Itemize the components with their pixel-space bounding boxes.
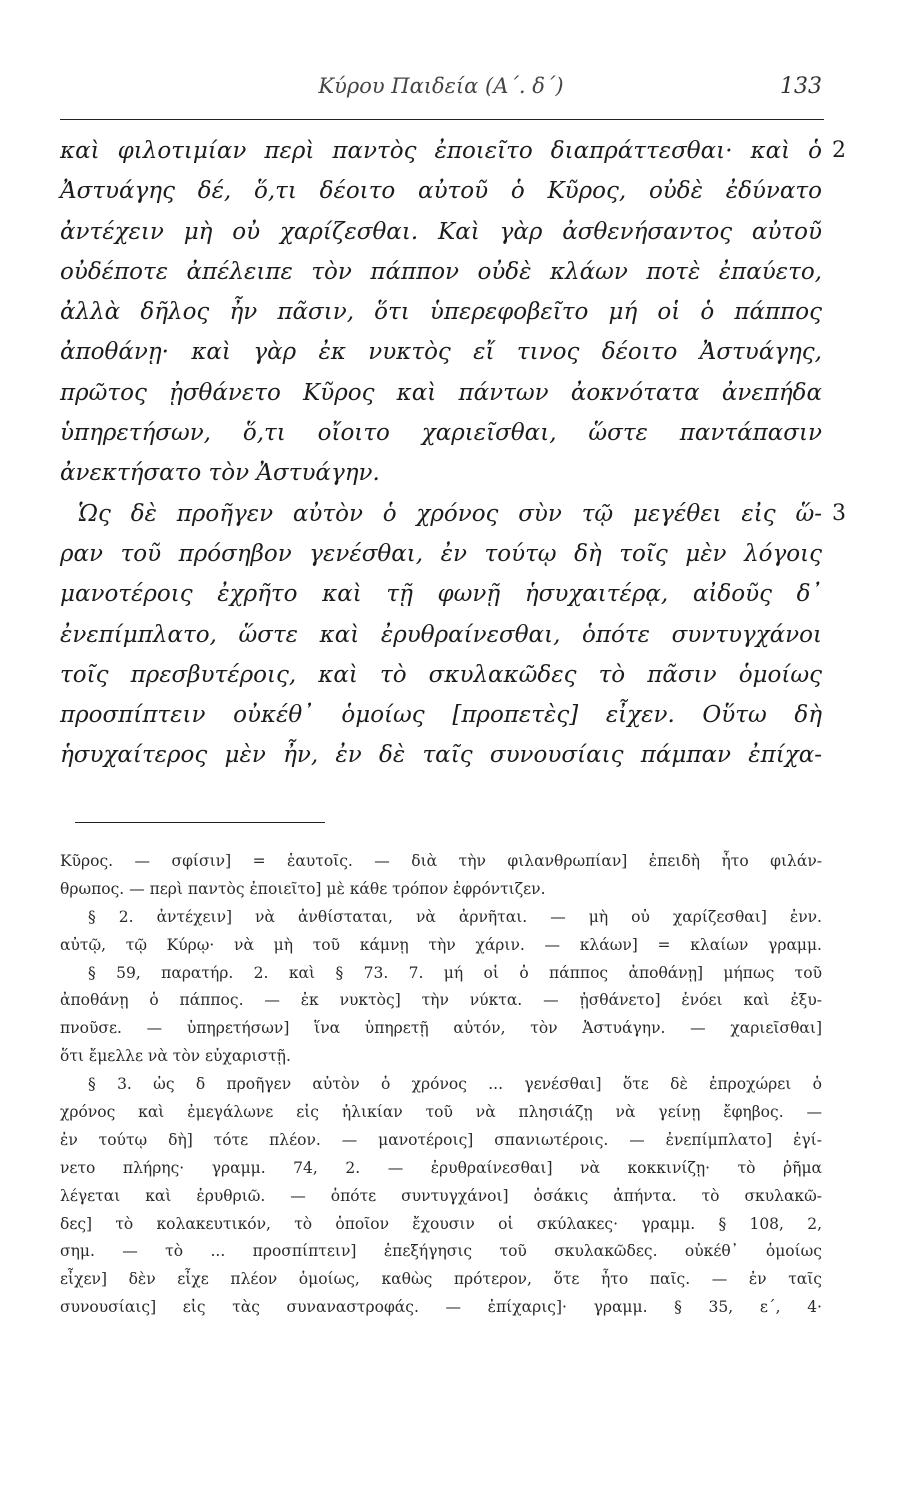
running-title: Κύρου Παιδεία (Α΄. δ΄) [318,74,564,98]
footnote-line: λέγεται καὶ ἐρυθριῶ. — ὁπότε συντυγχάνοι] ὁσάκις ἀπήντα. τὸ σκυλακῶ- [60,1186,822,1205]
footnote-line: ἀποθάνῃ ὁ πάππος. — ἐκ νυκτὸς] τὴν νύκτα. — ᾐσθάνετο] ἐνόει καὶ ἐξυ- [60,991,822,1010]
footnote-line: πνοῦσε. — ὑπηρετήσων] ἵνα ὑπηρετῇ αὐτόν, τὸν Ἀστυάγην. — χαριεῖσθαι] [60,1019,822,1038]
text-line: ἀντέχειν μὴ οὐ χαρίζεσθαι. Καὶ γὰρ ἀσθενήσαντος αὐτοῦ [60,218,822,245]
footnote-rule [75,822,325,823]
text-line: πρῶτος ᾐσθάνετο Κῦρος καὶ πάντων ἀοκνότατα ἀνεπήδα [60,379,822,406]
text-line-content: Ὡς δὲ προῆγεν αὐτὸν ὁ χρόνος σὺν τῷ μεγέθει εἰς ὥ- [78,500,822,527]
footnote-line: § 2. ἀντέχειν] νὰ ἀνθίσταται, νὰ ἀρνῆται. — μὴ οὐ χαρίζεσθαι] ἐνν. [88,907,822,926]
footnote-line: αὐτῷ, τῷ Κύρῳ· νὰ μὴ τοῦ κάμνῃ τὴν χάριν. — κλάων] = κλαίων γραμμ. [60,935,822,954]
text-line: οὐδέποτε ἀπέλειπε τὸν πάππον οὐδὲ κλάων ποτὲ ἐπαύετο, [60,258,822,285]
footnote-line: θρωπος. — περὶ παντὸς ἐποιεῖτο] μὲ κάθε τρόπον ἐφρόντιζεν. [60,879,546,898]
text-line: ἀνεκτήσατο τὸν Ἀστυάγην. [60,460,380,487]
text-line [60,131,846,171]
text-line-content: καὶ φιλοτιμίαν περὶ παντὸς ἐποιεῖτο διαπράττεσθαι· καὶ ὁ [60,138,822,164]
footnote-line: ὅτι ἔμελλε νὰ τὸν εὐχαριστῇ. [60,1047,291,1066]
text-line: ἀλλὰ δῆλος ἦν πᾶσιν, ὅτι ὑπερεφοβεῖτο μή οἱ ὁ πάππος [60,299,822,326]
footnote-line: χρόνος καὶ ἐμεγάλωνε εἰς ἡλικίαν τοῦ νὰ πλησιάζῃ νὰ γείνῃ ἔφηβος. — [60,1103,822,1122]
text-line [60,494,846,534]
footnote-line: δες] τὸ κολακευτικόν, τὸ ὁποῖον ἔχουσιν οἱ σκύλακες· γραμμ. § 108, 2, [60,1214,822,1233]
text-line: τοῖς πρεσβυτέροις, καὶ τὸ σκυλακῶδες τὸ πᾶσιν ὁμοίως [60,661,822,688]
page-number: 133 [780,74,822,99]
footnote-line: συνουσίαις] εἰς τὰς συναναστροφάς. — ἐπίχαρις]· γραμμ. § 35, ε΄, 4· [60,1298,822,1317]
header-rule [60,119,824,120]
footnote-line: Κῦρος. — σφίσιν] = ἑαυτοῖς. — διὰ τὴν φιλανθρωπίαν] ἐπειδὴ ἦτο φιλάν- [60,852,822,870]
margin-section-number: 2 [832,138,846,163]
footnote-line: § 59, παρατήρ. 2. καὶ § 73. 7. μή οἱ ὁ πάππος ἀποθάνῃ] μήπως τοῦ [88,963,822,982]
text-line: μανοτέροις ἐχρῆτο καὶ τῇ φωνῇ ἡσυχαιτέρᾳ, αἰδοῦς δ᾽ [60,581,822,608]
footnote-line: § 3. ὡς δ προῆγεν αὐτὸν ὁ χρόνος ... γενέσθαι] ὅτε δὲ ἐπροχώρει ὁ [88,1075,822,1094]
footnote-line: νετο πλήρης· γραμμ. 74, 2. — ἐρυθραίνεσθαι] νὰ κοκκινίζῃ· τὸ ῥῆμα [60,1158,822,1177]
footnote-line: εἶχεν] δὲν εἶχε πλέον ὁμοίως, καθὼς πρότερον, ὅτε ἦτο παῖς. — ἐν ταῖς [60,1270,822,1289]
text-line: ραν τοῦ πρόσηβον γενέσθαι, ἐν τούτῳ δὴ τοῖς μὲν λόγοις [60,540,822,567]
text-line: ἀποθάνῃ· καὶ γὰρ ἐκ νυκτὸς εἴ τινος δέοιτο Ἀστυάγης, [60,339,822,366]
main-text [60,131,846,776]
text-line: ὑπηρετήσων, ὅ,τι οἴοιτο χαριεῖσθαι, ὥστε παντάπασιν [60,420,822,447]
footnote-line: σημ. — τὸ ... προσπίπτειν] ἐπεξήγησις τοῦ σκυλακῶδες. οὐκέθ᾽ ὁμοίως [60,1242,822,1261]
text-line: ἐνεπίμπλατο, ὥστε καὶ ἐρυθραίνεσθαι, ὁπότε συντυγχάνοι [60,621,822,648]
footnotes [60,848,822,1322]
text-line: προσπίπτειν οὐκέθ᾽ ὁμοίως [προπετὲς] εἶχεν. Οὕτω δὴ [60,702,822,729]
text-line: Ἀστυάγης δέ, ὅ,τι δέοιτο αὐτοῦ ὁ Κῦρος, οὐδὲ ἐδύνατο [60,178,822,205]
text-line: ἡσυχαίτερος μὲν ἦν, ἐν δὲ ταῖς συνουσίαις πάμπαν ἐπίχα- [60,742,822,769]
footnote-line: ἐν τούτῳ δὴ] τότε πλέον. — μανοτέροις] σπανιωτέροις. — ἐνεπίμπλατο] ἐγί- [60,1130,822,1149]
running-head [60,74,822,110]
margin-section-number: 3 [832,500,846,526]
